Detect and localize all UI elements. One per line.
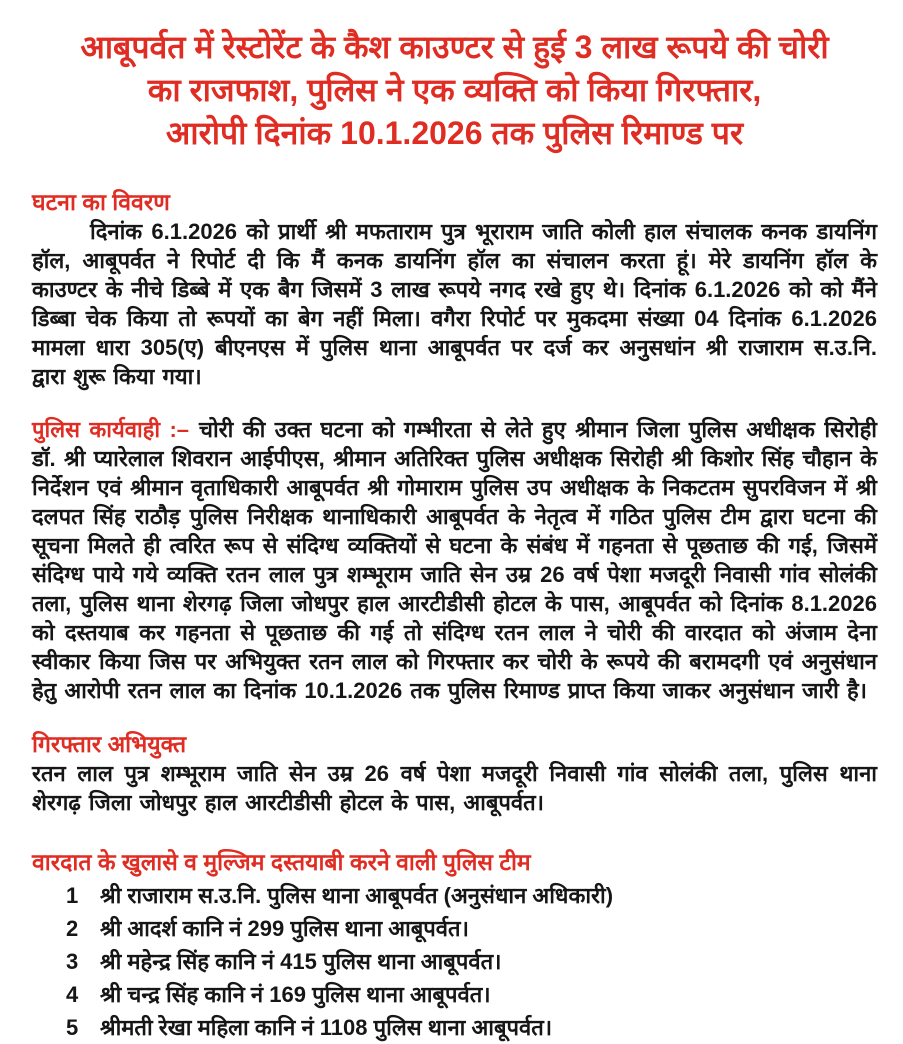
title-line-2: का राजफाश, पुलिस ने एक व्यक्ति को किया गिरफ्तार, [147, 72, 762, 108]
team-member-text: श्रीमती रेखा महिला कानि नं 1108 पुलिस थाना आबूपर्वत। [100, 1015, 553, 1040]
team-member-number: 3 [66, 949, 79, 974]
section-police-action [32, 415, 877, 705]
team-member-row [32, 912, 877, 945]
police-team-heading: वारदात के खुलासे व मुल्जिम दस्तयाबी करने वाली पुलिस टीम [32, 849, 531, 875]
police-action-paragraph [32, 415, 877, 705]
section-police-team [32, 847, 877, 1044]
team-member-number: 2 [66, 916, 79, 941]
spacer [32, 391, 877, 415]
police-team-list [32, 879, 877, 1044]
spacer [32, 817, 877, 847]
team-member-row [32, 1011, 877, 1044]
team-member-text: श्री चन्द्र सिंह कानि नं 169 पुलिस थाना आबूपर्वत। [100, 982, 491, 1007]
team-member-row [32, 945, 877, 978]
team-member-number: 4 [66, 982, 79, 1007]
section-incident-details [32, 187, 877, 391]
team-member-text: श्री आदर्श कानि नं 299 पुलिस थाना आबूपर्वत। [100, 916, 469, 941]
team-member-text: श्री महेन्द्र सिंह कानि नं 415 पुलिस थाना आबूपर्वत। [100, 949, 502, 974]
incident-paragraph: दिनांक 6.1.2026 को प्रार्थी श्री मफताराम पुत्र भूराराम जाति कोली हाल संचालक कनक डायनिंग हॉल, आबूपर्वत ने रिपोर्ट दी कि मैं कनक डायनिंग हॉल का संचालन करता हूं। मेरे डायनिंग हॉल के काउण्टर के नीचे डिब्बे में एक बैग जिसमें 3 लाख रूपये नगद रखे हुए थे। दिनांक 6.1.2026 को को मैंने डिब्बा चेक किया तो रूपयों का बेग नहीं मिला। वगैरा रिपोर्ट पर मुकदमा संख्या 04 दिनांक 6.1.2026 मामला धारा 305(ए) बीएनएस में पुलिस थाना आबूपर्वत पर दर्ज कर अनुसधांन श्री राजाराम स.उ.नि. द्वारा शुरू किया गया। [32, 219, 877, 389]
document-title [42, 26, 867, 155]
team-member-number: 5 [66, 1015, 79, 1040]
spacer [32, 705, 877, 729]
team-member-row [32, 978, 877, 1011]
incident-section-heading: घटना का विवरण [32, 189, 170, 215]
team-member-text: श्री राजाराम स.उ.नि. पुलिस थाना आबूपर्वत (अनुसंधान अधिकारी) [100, 883, 614, 908]
section-arrested-accused [32, 729, 877, 817]
police-action-body: चोरी की उक्त घटना को गम्भीरता से लेते हुए श्रीमान जिला पुलिस अधीक्षक सिरोही डॉ. श्री प्यारेलाल शिवरान आईपीएस, श्रीमान अतिरिक्त पुलिस अधीक्षक सिरोही श्री किशोर सिंह चौहान के निर्देशन एवं श्रीमान वृताधिकारी आबूपर्वत श्री गोमाराम पुलिस उप अधीक्षक के निकटतम सुपरविजन में श्री दलपत सिंह राठौड़ पुलिस निरीक्षक थानाधिकारी आबूपर्वत के नेतृत्व में गठित पुलिस टीम द्वारा घटना की सूचना मिलते ही त्वरित रूप से संदिग्ध व्यक्तियों से घटना के संबंध में गहनता से पूछताछ की गई, जिसमें संदिग्ध पाये गये व्यक्ति रतन लाल पुत्र शम्भूराम जाति सेन उम्र 26 वर्ष पेशा मजदूरी निवासी गांव सोलंकी तला, पुलिस थाना शेरगढ़ जिला जोधपुर हाल आरटीडीसी होटल के पास, आबूपर्वत को दिनांक 8.1.2026 को दस्तयाब कर गहनता से पूछताछ की गई तो संदिग्ध रतन लाल ने चोरी की वारदात को अंजाम देना स्वीकार किया जिस पर अभियुक्त रतन लाल को गिरफ्तार कर चोरी के रूपये की बरामदगी एवं अनुसंधान हेतु आरोपी रतन लाल का दिनांक 10.1.2026 तक पुलिस रिमाण्ड प्राप्त किया जाकर अनुसंधान जारी है। [32, 417, 877, 703]
team-member-row [32, 879, 877, 912]
arrested-paragraph: रतन लाल पुत्र शम्भूराम जाति सेन उम्र 26 वर्ष पेशा मजदूरी निवासी गांव सोलंकी तला, पुलिस थाना शेरगढ़ जिला जोधपुर हाल आरटीडीसी होटल के पास, आबूपर्वत। [32, 761, 877, 815]
team-member-number: 1 [66, 883, 79, 908]
title-line-3: आरोपी दिनांक 10.1.2026 तक पुलिस रिमाण्ड पर [165, 115, 744, 151]
title-line-1: आबूपर्वत में रेस्टोरेंट के कैश काउण्टर से हुई 3 लाख रूपये की चोरी [80, 29, 829, 65]
arrested-section-heading: गिरफ्तार अभियुक्त [32, 731, 187, 757]
police-action-heading: पुलिस कार्यवाही :– [32, 417, 190, 442]
